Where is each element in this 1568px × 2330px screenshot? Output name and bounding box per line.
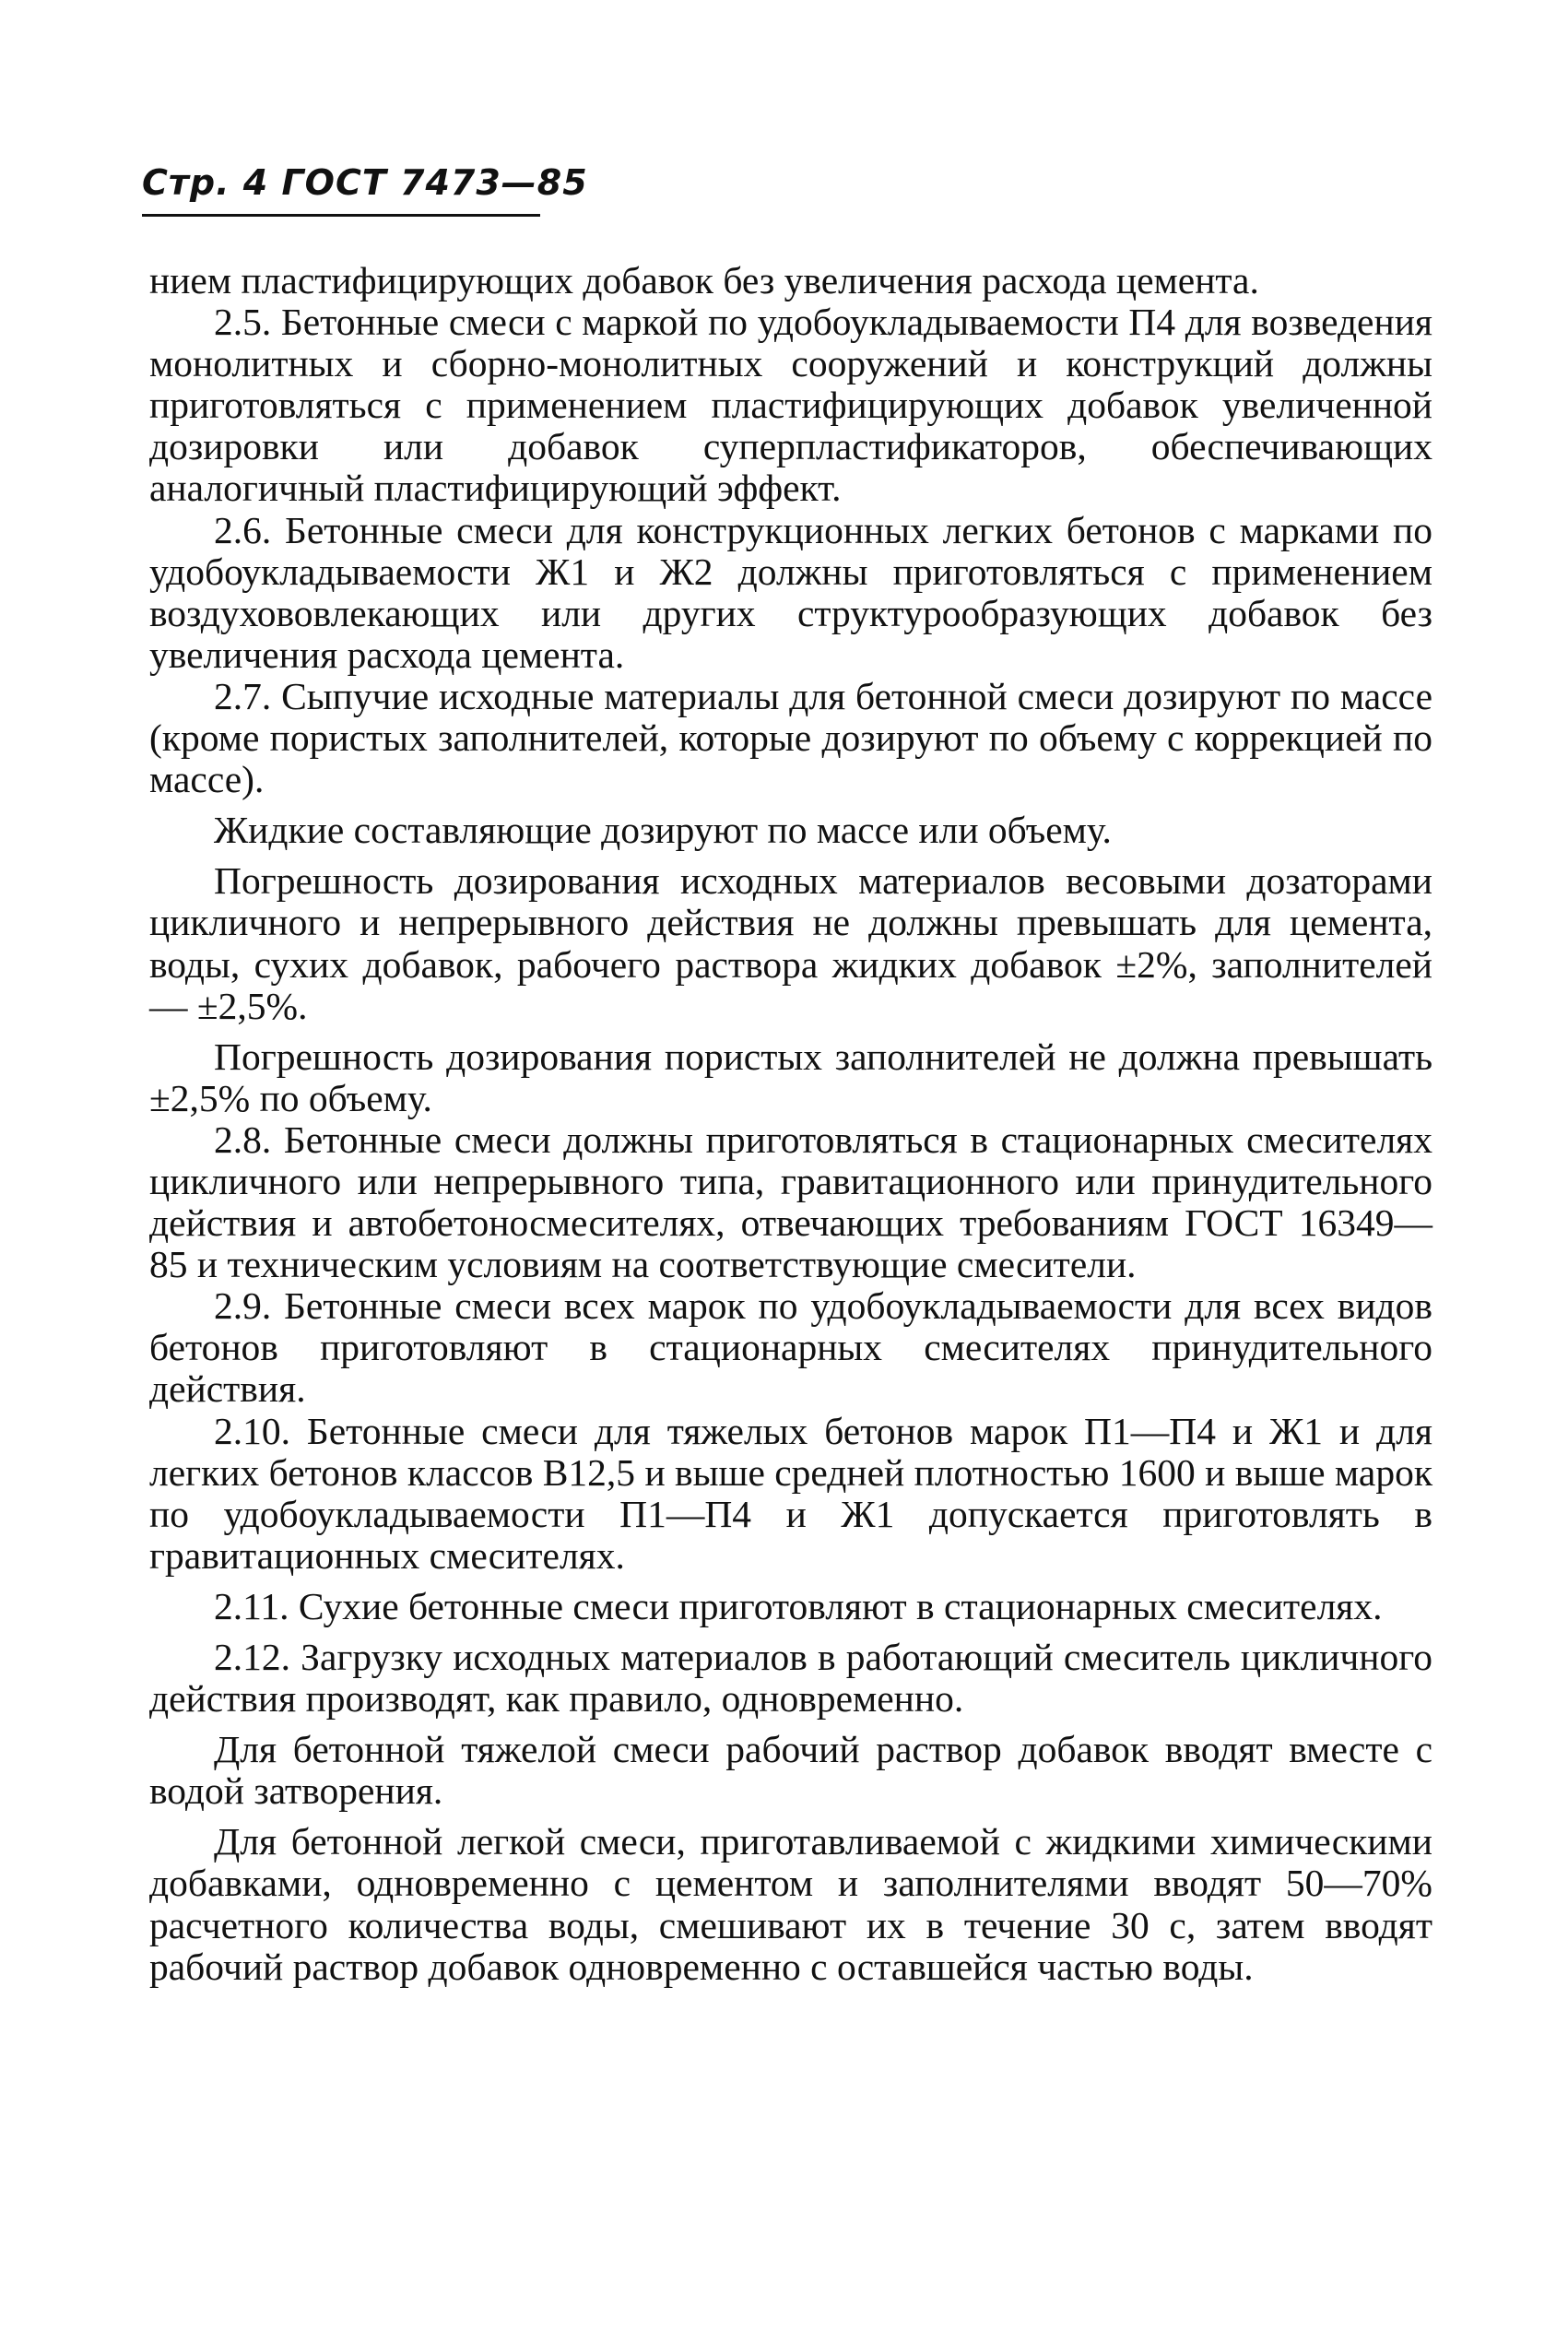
paragraph-2-10: 2.10. Бетонные смеси для тяжелых бетонов марок П1—П4 и Ж1 и для легких бетонов классов В12,5 и выше средней плотностью 1600 и выше марок по удобоукладываемости П1—П4 и Ж1 допускается приготовлять в гравитационных смесителях. [149,1409,1432,1577]
paragraph-2-9: 2.9. Бетонные смеси всех марок по удобоукладываемости для всех видов бетонов приготовляют в стационарных смесителях принудительного действия. [149,1284,1432,1411]
page-header: Стр. 4 ГОСТ 7473—85 [142,162,588,203]
paragraph-2-7: 2.7. Сыпучие исходные материалы для бетонной смеси дозируют по массе (кроме пористых заполнителей, которые дозируют по объему с коррекцией по массе). [149,674,1432,801]
paragraph-2-11: 2.11. Сухие бетонные смеси приготовляют в стационарных смесителях. [214,1584,1383,1627]
paragraph-liquid-components: Жидкие составляющие дозируют по массе или объему. [214,809,1112,852]
paragraph-heavy-mix: Для бетонной тяжелой смеси рабочий раствор добавок вводят вместе с водой затворения. [149,1728,1432,1813]
paragraph-2-6: 2.6. Бетонные смеси для конструкционных легких бетонов с марками по удобоукладываемости Ж1 и Ж2 должны приготовляться с применением воздухововлекающих или других структурообразующих добавок без увеличения расхода цемента. [149,508,1432,676]
paragraph-2-8: 2.8. Бетонные смеси должны приготовляться в стационарных смесителях цикличного или непрерывного типа, гравитационного или принудительного действия и автобетоносмесителях, отвечающих требованиям ГОСТ 16349—85 и техническим условиям на соответствующие смесители. [149,1118,1432,1286]
paragraph-continuation: нием пластифицирующих добавок без увеличения расхода цемента. [149,259,1259,302]
paragraph-2-5: 2.5. Бетонные смеси с маркой по удобоукладываемости П4 для возведения монолитных и сборно-монолитных сооружений и конструкций должны приготовляться с применением пластифицирующих добавок увеличенной дозировки или добавок суперпластификаторов, обеспечивающих аналогичный пластифицирующий эффект. [149,301,1432,510]
paragraph-2-12: 2.12. Загрузку исходных материалов в работающий смеситель цикличного действия производят, как правило, одновременно. [149,1636,1432,1721]
header-rule [142,214,540,217]
paragraph-light-mix: Для бетонной легкой смеси, приготавливаемой с жидкими химическими добавками, одновременно с цементом и заполнителями вводят 50—70% расчетного количества воды, смешивают их в течение 30 с, затем вводят рабочий раствор добавок одновременно с оставшейся частью воды. [149,1820,1432,1988]
document-body [149,260,1432,1988]
paragraph-porous-dosing-error: Погрешность дозирования пористых заполнителей не должна превышать ±2,5% по объему. [149,1035,1432,1119]
paragraph-dosing-error: Погрешность дозирования исходных материалов весовыми дозаторами цикличного и непрерывного действия не должны превышать для цемента, воды, сухих добавок, рабочего раствора жидких добавок ±2%, заполнителей — ±2,5%. [149,859,1432,1027]
